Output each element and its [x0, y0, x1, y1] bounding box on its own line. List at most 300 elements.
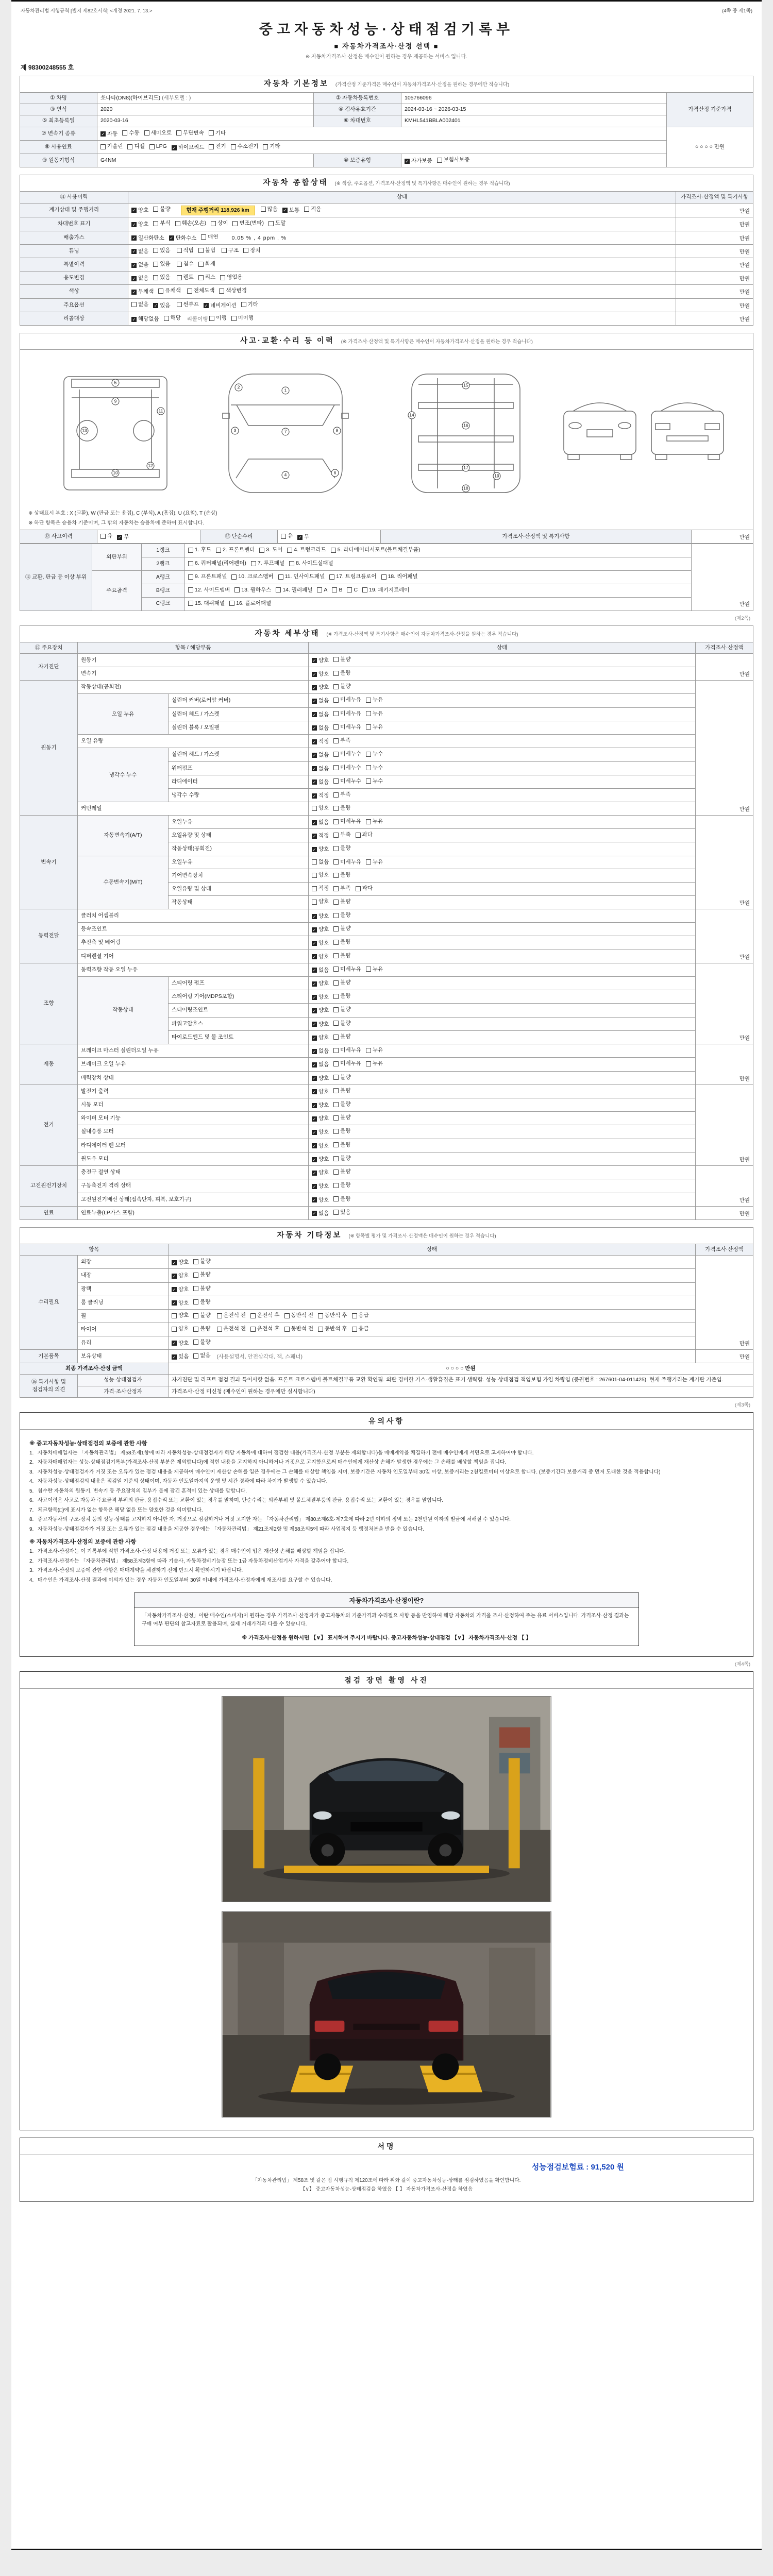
checkbox-option[interactable]: [289, 560, 333, 567]
checkbox-option[interactable]: [333, 1195, 350, 1203]
checkbox-icon[interactable]: ✓: [172, 1341, 176, 1346]
checkbox-icon[interactable]: [175, 221, 180, 226]
checkbox-option[interactable]: [259, 546, 282, 554]
checkbox-option[interactable]: [333, 1074, 350, 1081]
checkbox-icon[interactable]: [333, 1102, 339, 1107]
checkbox-option[interactable]: [169, 234, 197, 242]
checkbox-icon[interactable]: ✓: [312, 1048, 316, 1054]
checkbox-icon[interactable]: ✓: [312, 1183, 316, 1189]
checkbox-option[interactable]: [250, 1312, 280, 1319]
checkbox-icon[interactable]: [231, 144, 236, 149]
checkbox-icon[interactable]: [333, 873, 339, 878]
checkbox-icon[interactable]: [333, 1210, 339, 1215]
checkbox-option[interactable]: [304, 206, 321, 213]
checkbox-option[interactable]: [333, 723, 361, 731]
checkbox-icon[interactable]: [177, 262, 182, 267]
checkbox-option[interactable]: [312, 1047, 329, 1055]
checkbox-icon[interactable]: [333, 980, 339, 986]
checkbox-option[interactable]: [312, 1182, 329, 1190]
checkbox-icon[interactable]: [332, 587, 337, 592]
checkbox-option[interactable]: [333, 898, 350, 906]
checkbox-option[interactable]: [172, 1272, 189, 1280]
checkbox-icon[interactable]: ✓: [132, 276, 136, 281]
checkbox-option[interactable]: [193, 1285, 210, 1293]
checkbox-icon[interactable]: [241, 302, 246, 307]
checkbox-icon[interactable]: [188, 574, 193, 580]
checkbox-icon[interactable]: [312, 900, 317, 905]
checkbox-option[interactable]: [312, 926, 329, 934]
checkbox-option[interactable]: [333, 750, 361, 758]
checkbox-icon[interactable]: ✓: [312, 1197, 316, 1203]
checkbox-option[interactable]: [131, 234, 164, 242]
checkbox-option[interactable]: [231, 143, 259, 150]
checkbox-option[interactable]: [234, 586, 271, 594]
checkbox-option[interactable]: [172, 1340, 189, 1347]
checkbox-icon[interactable]: [100, 144, 106, 149]
checkbox-icon[interactable]: [333, 738, 339, 743]
checkbox-icon[interactable]: ✓: [312, 793, 316, 799]
checkbox-option[interactable]: [100, 143, 123, 150]
checkbox-option[interactable]: [366, 750, 383, 758]
checkbox-option[interactable]: [312, 871, 329, 879]
checkbox-icon[interactable]: [312, 859, 317, 865]
checkbox-icon[interactable]: [333, 1021, 339, 1026]
checkbox-icon[interactable]: ✓: [312, 927, 316, 933]
checkbox-option[interactable]: [263, 143, 280, 150]
checkbox-icon[interactable]: [352, 1313, 357, 1318]
checkbox-option[interactable]: [312, 1061, 329, 1069]
checkbox-icon[interactable]: [284, 1327, 290, 1332]
checkbox-option[interactable]: [193, 1338, 210, 1346]
checkbox-icon[interactable]: [276, 587, 281, 592]
checkbox-icon[interactable]: [333, 953, 339, 958]
checkbox-option[interactable]: [312, 765, 329, 773]
checkbox-option[interactable]: [312, 738, 329, 745]
checkbox-icon[interactable]: [209, 144, 214, 149]
checkbox-option[interactable]: [333, 885, 350, 892]
checkbox-option[interactable]: [333, 1060, 361, 1067]
checkbox-icon[interactable]: ✓: [132, 208, 136, 213]
checkbox-option[interactable]: [153, 206, 170, 213]
checkbox-icon[interactable]: [198, 248, 204, 253]
checkbox-option[interactable]: [131, 301, 148, 309]
checkbox-option[interactable]: [333, 791, 350, 799]
checkbox-icon[interactable]: ✓: [172, 1274, 176, 1279]
checkbox-option[interactable]: [318, 1312, 347, 1319]
checkbox-option[interactable]: [312, 1128, 329, 1136]
checkbox-icon[interactable]: [284, 1313, 290, 1318]
checkbox-option[interactable]: [333, 804, 350, 812]
checkbox-option[interactable]: [193, 1298, 210, 1306]
checkbox-icon[interactable]: [312, 886, 317, 891]
checkbox-option[interactable]: [312, 967, 329, 974]
checkbox-option[interactable]: [172, 1299, 189, 1307]
checkbox-option[interactable]: [366, 818, 383, 825]
checkbox-icon[interactable]: [333, 1048, 339, 1053]
checkbox-option[interactable]: [177, 301, 199, 309]
checkbox-icon[interactable]: ✓: [132, 222, 136, 227]
checkbox-icon[interactable]: [198, 275, 204, 280]
checkbox-icon[interactable]: [366, 765, 371, 770]
checkbox-option[interactable]: [117, 533, 129, 541]
checkbox-option[interactable]: [164, 314, 181, 322]
checkbox-icon[interactable]: ✓: [312, 913, 316, 919]
checkbox-icon[interactable]: [333, 765, 339, 770]
checkbox-icon[interactable]: [366, 967, 371, 972]
checkbox-option[interactable]: [362, 586, 409, 594]
checkbox-icon[interactable]: [193, 1286, 198, 1291]
checkbox-option[interactable]: [366, 710, 383, 718]
checkbox-option[interactable]: [333, 683, 350, 690]
checkbox-icon[interactable]: ✓: [312, 1008, 316, 1014]
checkbox-icon[interactable]: ✓: [132, 262, 136, 268]
checkbox-icon[interactable]: ✓: [204, 303, 208, 309]
checkbox-option[interactable]: [329, 573, 376, 581]
checkbox-option[interactable]: [312, 845, 329, 853]
checkbox-option[interactable]: [193, 1325, 210, 1333]
checkbox-option[interactable]: [231, 573, 273, 581]
checkbox-option[interactable]: [231, 314, 254, 322]
checkbox-icon[interactable]: [172, 1327, 177, 1332]
checkbox-icon[interactable]: [333, 806, 339, 811]
checkbox-option[interactable]: [366, 965, 383, 973]
checkbox-option[interactable]: [347, 586, 358, 594]
checkbox-icon[interactable]: [333, 926, 339, 931]
checkbox-icon[interactable]: [331, 548, 336, 553]
checkbox-option[interactable]: [153, 219, 170, 227]
checkbox-option[interactable]: [131, 221, 148, 228]
checkbox-option[interactable]: [193, 1271, 210, 1279]
checkbox-icon[interactable]: [100, 534, 106, 539]
checkbox-icon[interactable]: [201, 234, 206, 240]
checkbox-icon[interactable]: ✓: [312, 1089, 316, 1095]
checkbox-option[interactable]: [175, 219, 207, 227]
checkbox-option[interactable]: [261, 206, 278, 213]
checkbox-option[interactable]: [268, 219, 285, 227]
checkbox-option[interactable]: [312, 657, 329, 665]
checkbox-icon[interactable]: [278, 574, 283, 580]
checkbox-icon[interactable]: [333, 778, 339, 784]
checkbox-option[interactable]: [312, 1088, 329, 1096]
checkbox-icon[interactable]: [333, 752, 339, 757]
checkbox-option[interactable]: [198, 260, 215, 268]
checkbox-icon[interactable]: [250, 1313, 256, 1318]
checkbox-option[interactable]: [100, 532, 112, 540]
checkbox-option[interactable]: [333, 844, 350, 852]
checkbox-icon[interactable]: [333, 1115, 339, 1121]
checkbox-option[interactable]: [153, 247, 170, 255]
checkbox-option[interactable]: [333, 669, 350, 677]
checkbox-option[interactable]: [333, 1006, 350, 1013]
checkbox-icon[interactable]: ✓: [312, 671, 316, 677]
checkbox-option[interactable]: [222, 247, 239, 255]
checkbox-icon[interactable]: ✓: [312, 658, 316, 664]
checkbox-option[interactable]: [209, 129, 226, 137]
checkbox-option[interactable]: [352, 1325, 369, 1333]
checkbox-option[interactable]: [333, 777, 361, 785]
checkbox-option[interactable]: [176, 129, 204, 137]
checkbox-option[interactable]: [333, 1046, 361, 1054]
checkbox-icon[interactable]: [366, 1061, 371, 1066]
checkbox-icon[interactable]: [366, 698, 371, 703]
checkbox-icon[interactable]: [333, 698, 339, 703]
checkbox-icon[interactable]: ✓: [132, 316, 136, 322]
checkbox-option[interactable]: [331, 546, 421, 554]
checkbox-icon[interactable]: ✓: [172, 1260, 176, 1265]
checkbox-option[interactable]: [312, 898, 329, 906]
checkbox-option[interactable]: [188, 573, 227, 581]
checkbox-option[interactable]: [437, 156, 470, 164]
checkbox-option[interactable]: [188, 546, 211, 554]
checkbox-icon[interactable]: ✓: [312, 1076, 316, 1081]
checkbox-icon[interactable]: [193, 1327, 198, 1332]
checkbox-icon[interactable]: [229, 601, 234, 606]
checkbox-icon[interactable]: ✓: [312, 712, 316, 718]
checkbox-option[interactable]: [333, 696, 361, 704]
checkbox-icon[interactable]: [333, 1061, 339, 1066]
checkbox-icon[interactable]: ✓: [312, 1157, 316, 1162]
checkbox-icon[interactable]: [333, 657, 339, 662]
checkbox-option[interactable]: [188, 586, 230, 594]
checkbox-option[interactable]: [312, 1169, 329, 1177]
checkbox-icon[interactable]: [211, 221, 216, 226]
checkbox-icon[interactable]: [164, 316, 169, 321]
checkbox-option[interactable]: [172, 1286, 189, 1294]
checkbox-option[interactable]: [281, 532, 293, 540]
checkbox-option[interactable]: [333, 764, 361, 772]
checkbox-option[interactable]: [172, 1259, 189, 1266]
checkbox-icon[interactable]: [362, 587, 367, 592]
checkbox-option[interactable]: [312, 751, 329, 759]
checkbox-icon[interactable]: [333, 711, 339, 716]
checkbox-option[interactable]: [241, 301, 258, 309]
checkbox-option[interactable]: [312, 724, 329, 732]
checkbox-icon[interactable]: ✓: [132, 290, 136, 295]
checkbox-option[interactable]: [217, 1325, 246, 1333]
checkbox-option[interactable]: [333, 1100, 350, 1108]
checkbox-option[interactable]: [312, 697, 329, 705]
checkbox-option[interactable]: [312, 1210, 329, 1217]
checkbox-option[interactable]: [333, 1114, 350, 1122]
checkbox-option[interactable]: [312, 1007, 329, 1014]
checkbox-icon[interactable]: ✓: [312, 752, 316, 758]
checkbox-option[interactable]: [204, 302, 237, 310]
checkbox-icon[interactable]: [219, 289, 224, 294]
checkbox-option[interactable]: [149, 143, 167, 150]
checkbox-icon[interactable]: [333, 671, 339, 676]
checkbox-option[interactable]: [193, 1352, 210, 1360]
checkbox-option[interactable]: [312, 792, 329, 800]
checkbox-icon[interactable]: [366, 859, 371, 865]
checkbox-option[interactable]: [333, 1181, 350, 1189]
checkbox-option[interactable]: [188, 600, 225, 607]
checkbox-icon[interactable]: [172, 1313, 177, 1318]
checkbox-icon[interactable]: [333, 724, 339, 730]
checkbox-option[interactable]: [251, 560, 284, 567]
checkbox-icon[interactable]: [333, 1156, 339, 1161]
checkbox-icon[interactable]: [122, 130, 127, 135]
checkbox-icon[interactable]: [366, 724, 371, 730]
checkbox-option[interactable]: [312, 1196, 329, 1204]
checkbox-icon[interactable]: [177, 302, 182, 307]
checkbox-icon[interactable]: [153, 262, 158, 267]
checkbox-option[interactable]: [209, 314, 226, 322]
checkbox-option[interactable]: [153, 302, 170, 310]
checkbox-icon[interactable]: ✓: [117, 534, 122, 540]
checkbox-option[interactable]: [333, 656, 350, 664]
checkbox-option[interactable]: [100, 130, 117, 138]
checkbox-option[interactable]: [177, 260, 194, 268]
checkbox-icon[interactable]: ✓: [312, 981, 316, 987]
checkbox-option[interactable]: [131, 248, 148, 256]
checkbox-icon[interactable]: [251, 561, 256, 566]
checkbox-option[interactable]: [158, 287, 180, 295]
checkbox-option[interactable]: [243, 247, 260, 255]
checkbox-icon[interactable]: [198, 262, 204, 267]
checkbox-icon[interactable]: [209, 316, 214, 321]
checkbox-option[interactable]: [333, 818, 361, 825]
checkbox-option[interactable]: [312, 1034, 329, 1042]
checkbox-icon[interactable]: ✓: [172, 1300, 176, 1306]
checkbox-option[interactable]: [312, 953, 329, 961]
checkbox-icon[interactable]: ✓: [312, 820, 316, 825]
checkbox-option[interactable]: [333, 938, 350, 946]
checkbox-icon[interactable]: [176, 130, 181, 135]
checkbox-option[interactable]: [333, 1168, 350, 1176]
checkbox-option[interactable]: [312, 778, 329, 786]
checkbox-option[interactable]: [131, 288, 154, 296]
checkbox-icon[interactable]: [366, 711, 371, 716]
checkbox-option[interactable]: [333, 1141, 350, 1149]
checkbox-option[interactable]: [333, 952, 350, 960]
checkbox-icon[interactable]: [193, 1273, 198, 1278]
checkbox-icon[interactable]: ✓: [312, 954, 316, 960]
checkbox-icon[interactable]: [144, 130, 149, 135]
checkbox-icon[interactable]: ✓: [312, 1022, 316, 1027]
checkbox-option[interactable]: [193, 1312, 210, 1319]
checkbox-icon[interactable]: ✓: [312, 739, 316, 744]
checkbox-option[interactable]: [333, 979, 350, 987]
checkbox-icon[interactable]: [333, 1170, 339, 1175]
checkbox-icon[interactable]: ✓: [312, 766, 316, 772]
checkbox-icon[interactable]: [234, 587, 240, 592]
checkbox-option[interactable]: [312, 1156, 329, 1163]
checkbox-icon[interactable]: [263, 144, 268, 149]
checkbox-icon[interactable]: ✓: [312, 1116, 316, 1122]
checkbox-icon[interactable]: [177, 275, 182, 280]
checkbox-option[interactable]: [333, 871, 350, 879]
checkbox-icon[interactable]: ✓: [312, 1170, 316, 1176]
checkbox-icon[interactable]: ✓: [132, 235, 136, 241]
checkbox-option[interactable]: [153, 260, 170, 268]
checkbox-icon[interactable]: [356, 886, 361, 891]
checkbox-option[interactable]: [219, 287, 247, 295]
checkbox-icon[interactable]: [333, 1075, 339, 1080]
checkbox-icon[interactable]: ✓: [312, 1211, 316, 1216]
checkbox-option[interactable]: [220, 274, 242, 281]
checkbox-icon[interactable]: ✓: [283, 208, 287, 213]
checkbox-icon[interactable]: ✓: [172, 145, 176, 150]
checkbox-option[interactable]: [333, 1127, 350, 1135]
checkbox-option[interactable]: [332, 586, 342, 594]
checkbox-option[interactable]: [312, 885, 329, 892]
checkbox-icon[interactable]: ✓: [172, 1354, 176, 1360]
checkbox-icon[interactable]: [333, 684, 339, 689]
checkbox-icon[interactable]: [333, 940, 339, 945]
checkbox-icon[interactable]: [281, 534, 286, 539]
checkbox-icon[interactable]: [333, 1007, 339, 1012]
checkbox-option[interactable]: [193, 1258, 210, 1265]
checkbox-option[interactable]: [312, 819, 329, 826]
checkbox-icon[interactable]: [217, 1313, 222, 1318]
checkbox-option[interactable]: [333, 925, 350, 933]
checkbox-icon[interactable]: ✓: [312, 779, 316, 785]
checkbox-option[interactable]: [131, 275, 148, 282]
checkbox-option[interactable]: [333, 965, 361, 973]
checkbox-option[interactable]: [211, 219, 228, 227]
checkbox-icon[interactable]: [304, 207, 309, 212]
checkbox-option[interactable]: [188, 560, 246, 567]
checkbox-option[interactable]: [287, 546, 326, 554]
checkbox-option[interactable]: [131, 261, 148, 269]
checkbox-icon[interactable]: [333, 886, 339, 891]
checkbox-option[interactable]: [366, 696, 383, 704]
checkbox-option[interactable]: [172, 144, 205, 151]
checkbox-icon[interactable]: [193, 1340, 198, 1345]
checkbox-icon[interactable]: [333, 1035, 339, 1040]
checkbox-option[interactable]: [318, 1325, 347, 1333]
checkbox-icon[interactable]: [366, 752, 371, 757]
checkbox-icon[interactable]: [209, 130, 214, 135]
checkbox-option[interactable]: [312, 1115, 329, 1123]
checkbox-icon[interactable]: [333, 819, 339, 824]
checkbox-option[interactable]: [201, 233, 218, 241]
checkbox-option[interactable]: [381, 573, 418, 581]
checkbox-option[interactable]: [172, 1312, 189, 1319]
checkbox-option[interactable]: [131, 315, 159, 323]
checkbox-icon[interactable]: [333, 846, 339, 851]
checkbox-icon[interactable]: ✓: [312, 847, 316, 853]
checkbox-option[interactable]: [312, 1101, 329, 1109]
checkbox-icon[interactable]: [312, 873, 317, 878]
checkbox-option[interactable]: [356, 885, 373, 892]
checkbox-icon[interactable]: [333, 792, 339, 798]
checkbox-icon[interactable]: ✓: [312, 699, 316, 704]
checkbox-icon[interactable]: ✓: [132, 249, 136, 255]
checkbox-option[interactable]: [198, 247, 215, 255]
checkbox-option[interactable]: [366, 1060, 383, 1067]
checkbox-icon[interactable]: [127, 144, 132, 149]
checkbox-icon[interactable]: [193, 1353, 198, 1359]
checkbox-icon[interactable]: [318, 1313, 323, 1318]
checkbox-icon[interactable]: [333, 994, 339, 999]
checkbox-option[interactable]: [312, 993, 329, 1001]
checkbox-option[interactable]: [312, 1142, 329, 1150]
checkbox-option[interactable]: [217, 1312, 246, 1319]
checkbox-icon[interactable]: [333, 833, 339, 838]
checkbox-icon[interactable]: [193, 1313, 198, 1318]
checkbox-icon[interactable]: [153, 275, 158, 280]
checkbox-icon[interactable]: [243, 248, 248, 253]
checkbox-option[interactable]: [122, 129, 139, 137]
checkbox-option[interactable]: [284, 1312, 314, 1319]
checkbox-option[interactable]: [333, 1033, 350, 1041]
checkbox-option[interactable]: [333, 911, 350, 919]
checkbox-icon[interactable]: [188, 548, 193, 553]
checkbox-option[interactable]: [232, 219, 264, 227]
checkbox-option[interactable]: [312, 939, 329, 947]
checkbox-option[interactable]: [352, 1312, 369, 1319]
